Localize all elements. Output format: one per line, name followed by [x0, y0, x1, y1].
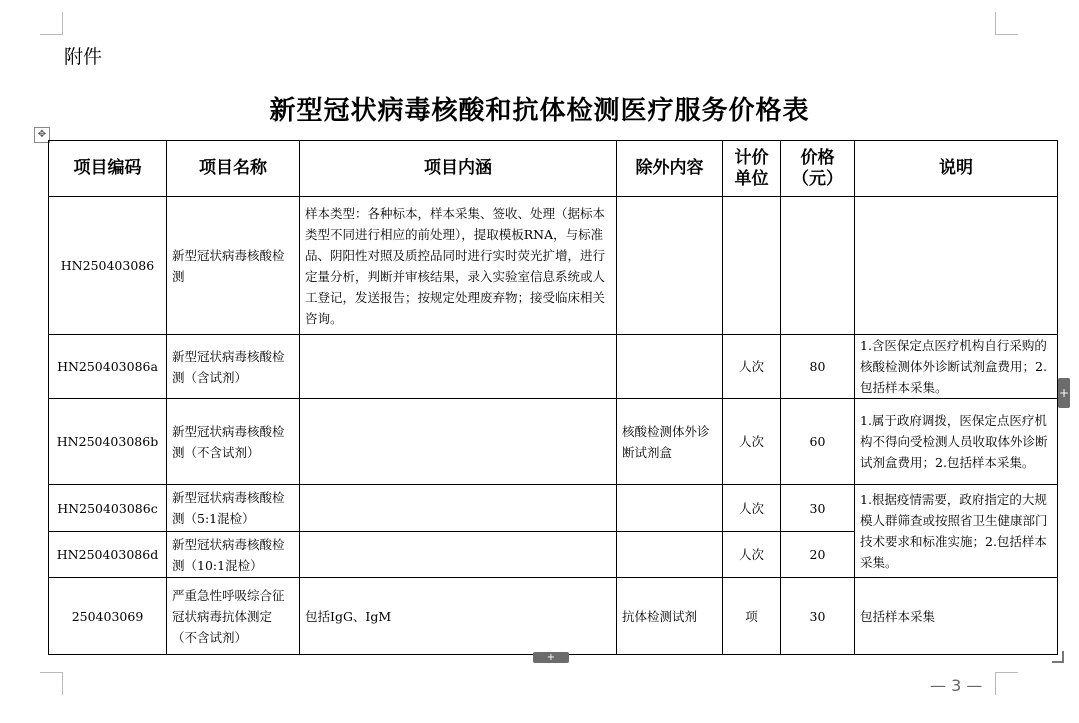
row-unit[interactable]: 人次 — [723, 532, 781, 578]
row-content[interactable] — [300, 532, 617, 578]
row-exclusions[interactable] — [617, 335, 723, 399]
move-cross-icon: ✥ — [37, 129, 47, 140]
crop-mark-top-left — [40, 12, 63, 35]
row-code[interactable]: HN250403086b — [49, 399, 167, 485]
plus-icon: + — [546, 652, 556, 663]
add-row-button[interactable] — [533, 652, 569, 663]
attachment-label: 附件 — [64, 46, 103, 68]
row-code[interactable]: HN250403086c — [49, 485, 167, 532]
row-name[interactable]: 新型冠状病毒核酸检测（含试剂） — [167, 335, 300, 399]
page-number: — 3 — — [930, 676, 983, 695]
row-note[interactable]: 1.含医保定点医疗机构自行采购的核酸检测体外诊断试剂盒费用；2.包括样本采集。 — [855, 335, 1058, 399]
crop-mark-bottom-right — [995, 672, 1018, 695]
row-price[interactable] — [781, 197, 855, 335]
row-note[interactable] — [855, 197, 1058, 335]
header-content: 项目内涵 — [300, 141, 617, 197]
crop-mark-top-right — [995, 12, 1018, 35]
table-header-row — [49, 141, 1058, 197]
row-exclusions[interactable]: 核酸检测体外诊断试剂盒 — [617, 399, 723, 485]
row-unit[interactable]: 人次 — [723, 399, 781, 485]
row-code[interactable]: 250403069 — [49, 578, 167, 655]
row-note[interactable]: 包括样本采集 — [855, 578, 1058, 655]
document-title: 新型冠状病毒核酸和抗体检测医疗服务价格表 — [269, 96, 810, 126]
table-row — [49, 335, 1058, 399]
header-note: 说明 — [855, 141, 1058, 197]
table-row — [49, 399, 1058, 485]
row-name[interactable]: 新型冠状病毒核酸检测 — [167, 197, 300, 335]
row-content[interactable] — [300, 399, 617, 485]
row-exclusions[interactable] — [617, 197, 723, 335]
row-content[interactable]: 样本类型：各种标本，样本采集、签收、处理（据标本类型不同进行相应的前处理），提取模板RNA，与标准品、阴阳性对照及质控品同时进行实时荧光扩增，进行定量分析，判断并审核结果，录入实验室信息系统或人工登记，发送报告；按规定处理废弃物；接受临床相关咨询。 — [300, 197, 617, 335]
crop-mark-bottom-left — [40, 672, 63, 695]
row-name[interactable]: 新型冠状病毒核酸检测（5:1混检） — [167, 485, 300, 532]
row-name[interactable]: 新型冠状病毒核酸检测（10:1混检） — [167, 532, 300, 578]
row-unit[interactable]: 人次 — [723, 335, 781, 399]
header-exclusions: 除外内容 — [617, 141, 723, 197]
row-content[interactable] — [300, 485, 617, 532]
row-note[interactable]: 1.属于政府调拨，医保定点医疗机构不得向受检测人员收取体外诊断试剂盒费用；2.包括样本采集。 — [855, 399, 1058, 485]
row-unit[interactable]: 项 — [723, 578, 781, 655]
row-name[interactable]: 严重急性呼吸综合征冠状病毒抗体测定（不含试剂） — [167, 578, 300, 655]
row-code[interactable]: HN250403086d — [49, 532, 167, 578]
table-row — [49, 578, 1058, 655]
row-note[interactable]: 1.根据疫情需要，政府指定的大规模人群筛查或按照省卫生健康部门技术要求和标准实施；2.包括样本采集。 — [855, 485, 1058, 578]
add-column-button[interactable] — [1058, 378, 1070, 408]
row-price[interactable]: 30 — [781, 578, 855, 655]
row-code[interactable]: HN250403086a — [49, 335, 167, 399]
row-unit[interactable]: 人次 — [723, 485, 781, 532]
row-code[interactable]: HN250403086 — [49, 197, 167, 335]
row-exclusions[interactable] — [617, 485, 723, 532]
row-price[interactable]: 20 — [781, 532, 855, 578]
header-unit: 计价 单位 — [723, 141, 781, 197]
header-price: 价格 （元） — [781, 141, 855, 197]
table-row — [49, 197, 1058, 335]
row-exclusions[interactable]: 抗体检测试剂 — [617, 578, 723, 655]
price-table — [48, 140, 1058, 655]
row-content[interactable]: 包括IgG、IgM — [300, 578, 617, 655]
table-resize-handle[interactable] — [1052, 651, 1064, 663]
row-unit[interactable] — [723, 197, 781, 335]
header-name: 项目名称 — [167, 141, 300, 197]
row-name[interactable]: 新型冠状病毒核酸检测（不含试剂） — [167, 399, 300, 485]
row-price[interactable]: 80 — [781, 335, 855, 399]
header-code: 项目编码 — [49, 141, 167, 197]
row-price[interactable]: 60 — [781, 399, 855, 485]
row-content[interactable] — [300, 335, 617, 399]
plus-icon: + — [1058, 386, 1070, 400]
row-exclusions[interactable] — [617, 532, 723, 578]
table-row — [49, 485, 1058, 532]
row-price[interactable]: 30 — [781, 485, 855, 532]
